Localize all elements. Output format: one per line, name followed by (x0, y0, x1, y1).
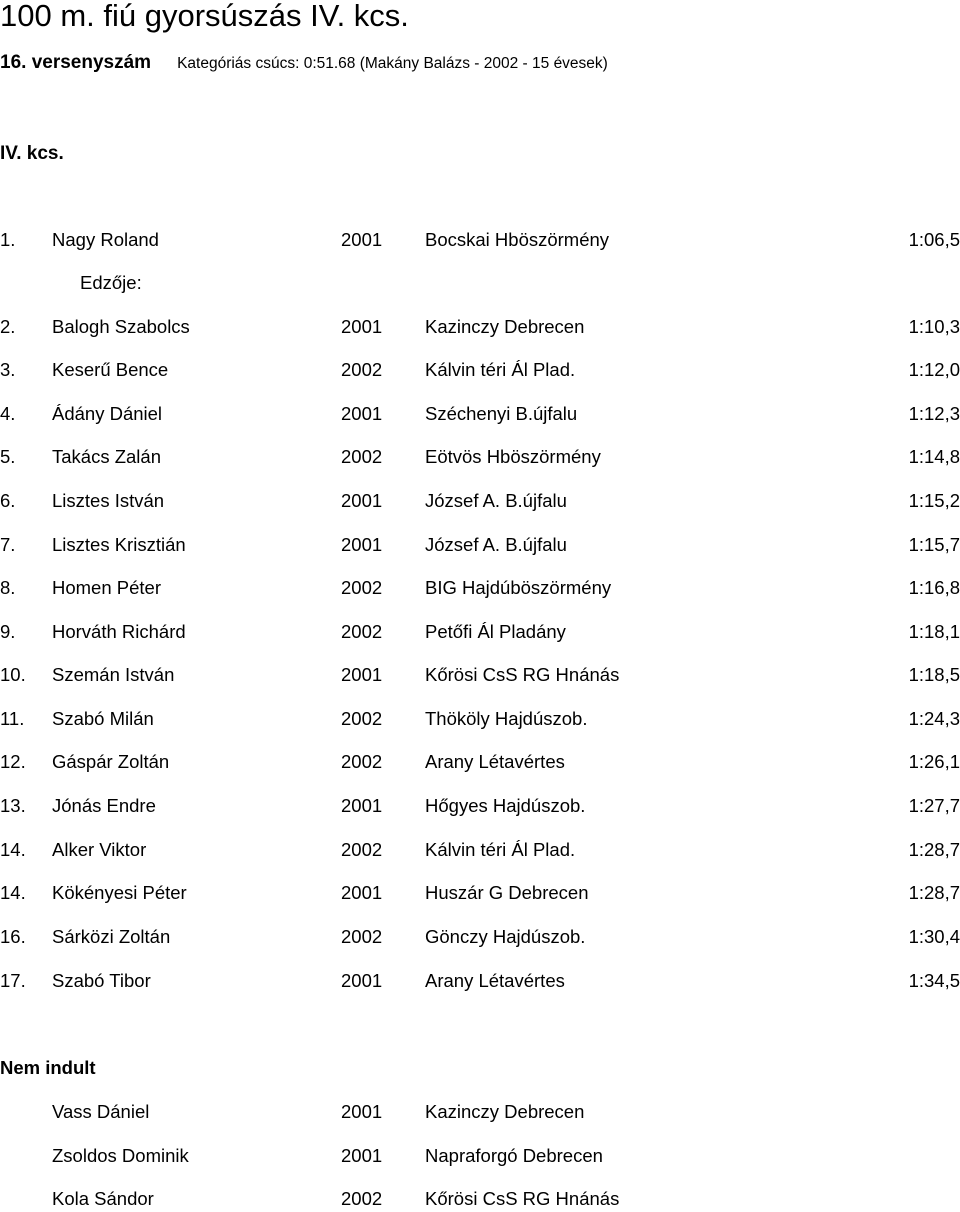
result-club: Gönczy Hajdúszob. (425, 926, 586, 947)
not-started-name: Kola Sándor (52, 1188, 154, 1209)
result-name: Szemán István (52, 664, 175, 685)
result-time: 1:06,5 (908, 229, 960, 250)
result-row (0, 926, 960, 950)
category-record: Kategóriás csúcs: 0:51.68 (Makány Balázs - 2002 - 15 évesek) (177, 55, 608, 72)
not-started-heading: Nem indult (0, 1057, 96, 1078)
result-club: Hőgyes Hajdúszob. (425, 795, 586, 816)
result-name: Szabó Milán (52, 708, 154, 729)
result-rank: 5. (0, 446, 16, 467)
result-year: 2001 (341, 229, 383, 250)
result-time: 1:27,7 (908, 795, 960, 816)
result-rank: 16. (0, 926, 26, 947)
result-club: Bocskai Hböszörmény (425, 229, 610, 250)
result-rank: 4. (0, 403, 16, 424)
result-club: Kálvin téri Ál Plad. (425, 839, 576, 860)
result-club: Kőrösi CsS RG Hnánás (425, 664, 620, 685)
result-club: BIG Hajdúböszörmény (425, 577, 612, 598)
result-year: 2002 (341, 751, 383, 772)
result-rank: 2. (0, 316, 16, 337)
result-row (0, 708, 960, 732)
result-year: 2002 (341, 577, 383, 598)
result-name: Takács Zalán (52, 446, 161, 467)
result-time: 1:26,1 (908, 751, 960, 772)
result-year: 2001 (341, 664, 383, 685)
result-rank: 14. (0, 882, 26, 903)
result-club: Arany Létavértes (425, 751, 565, 772)
result-time: 1:30,4 (908, 926, 960, 947)
result-rank: 17. (0, 970, 26, 991)
result-rank: 12. (0, 751, 26, 772)
result-time: 1:15,7 (908, 534, 960, 555)
not-started-name: Vass Dániel (52, 1101, 150, 1122)
result-year: 2001 (341, 882, 383, 903)
result-club: Kazinczy Debrecen (425, 316, 585, 337)
not-started-year: 2001 (341, 1101, 383, 1122)
result-name: Homen Péter (52, 577, 161, 598)
result-rank: 10. (0, 664, 26, 685)
result-time: 1:10,3 (908, 316, 960, 337)
result-name: Sárközi Zoltán (52, 926, 171, 947)
page-title: 100 m. fiú gyorsúszás IV. kcs. (0, 0, 409, 33)
result-row (0, 403, 960, 427)
not-started-name: Zsoldos Dominik (52, 1145, 189, 1166)
result-time: 1:15,2 (908, 490, 960, 511)
result-rank: 14. (0, 839, 26, 860)
not-started-row (0, 1101, 960, 1125)
result-rank: 9. (0, 621, 16, 642)
result-row (0, 882, 960, 906)
result-time: 1:28,7 (908, 839, 960, 860)
result-name: Alker Viktor (52, 839, 147, 860)
result-time: 1:28,7 (908, 882, 960, 903)
result-row (0, 490, 960, 514)
result-year: 2002 (341, 708, 383, 729)
result-name: Lisztes István (52, 490, 165, 511)
result-club: József A. B.újfalu (425, 534, 567, 555)
event-number: 16. versenyszám (0, 52, 152, 73)
result-club: Széchenyi B.újfalu (425, 403, 578, 424)
result-year: 2002 (341, 926, 383, 947)
result-name: Jónás Endre (52, 795, 156, 816)
result-row (0, 795, 960, 819)
result-club: Thököly Hajdúszob. (425, 708, 588, 729)
result-year: 2001 (341, 403, 383, 424)
result-name: Ádány Dániel (52, 403, 163, 424)
result-rank: 8. (0, 577, 16, 598)
result-name: Horváth Richárd (52, 621, 186, 642)
result-time: 1:12,0 (908, 359, 960, 380)
result-club: Eötvös Hböszörmény (425, 446, 601, 467)
result-club: Kálvin téri Ál Plad. (425, 359, 576, 380)
result-rank: 1. (0, 229, 16, 250)
result-time: 1:34,5 (908, 970, 960, 991)
result-club: József A. B.újfalu (425, 490, 567, 511)
not-started-row (0, 1188, 960, 1212)
result-name: Keserű Bence (52, 359, 169, 380)
result-year: 2002 (341, 839, 383, 860)
result-name: Kökényesi Péter (52, 882, 187, 903)
result-row (0, 970, 960, 994)
result-year: 2002 (341, 359, 383, 380)
category-label: IV. kcs. (0, 143, 64, 164)
result-time: 1:12,3 (908, 403, 960, 424)
not-started-row (0, 1145, 960, 1169)
result-rank: 3. (0, 359, 16, 380)
coach-label: Edzője: (80, 272, 142, 293)
result-year: 2001 (341, 534, 383, 555)
result-time: 1:24,3 (908, 708, 960, 729)
not-started-club: Napraforgó Debrecen (425, 1145, 603, 1166)
not-started-year: 2002 (341, 1188, 383, 1209)
event-header (0, 52, 608, 74)
result-club: Petőfi Ál Pladány (425, 621, 566, 642)
result-time: 1:18,5 (908, 664, 960, 685)
result-year: 2001 (341, 795, 383, 816)
result-year: 2002 (341, 446, 383, 467)
result-row (0, 229, 960, 253)
result-row (0, 839, 960, 863)
result-rank: 6. (0, 490, 16, 511)
result-name: Szabó Tibor (52, 970, 151, 991)
result-name: Balogh Szabolcs (52, 316, 190, 337)
result-year: 2001 (341, 970, 383, 991)
result-row (0, 577, 960, 601)
result-row (0, 621, 960, 645)
result-year: 2001 (341, 316, 383, 337)
result-rank: 11. (0, 708, 25, 729)
result-rank: 13. (0, 795, 26, 816)
not-started-club: Kőrösi CsS RG Hnánás (425, 1188, 620, 1209)
result-name: Nagy Roland (52, 229, 159, 250)
result-time: 1:16,8 (908, 577, 960, 598)
result-row (0, 751, 960, 775)
not-started-club: Kazinczy Debrecen (425, 1101, 585, 1122)
result-year: 2002 (341, 621, 383, 642)
result-year: 2001 (341, 490, 383, 511)
result-club: Arany Létavértes (425, 970, 565, 991)
result-time: 1:18,1 (908, 621, 960, 642)
result-row (0, 534, 960, 558)
result-name: Gáspár Zoltán (52, 751, 170, 772)
result-time: 1:14,8 (908, 446, 960, 467)
result-row (0, 664, 960, 688)
not-started-year: 2001 (341, 1145, 383, 1166)
result-row (0, 316, 960, 340)
result-name: Lisztes Krisztián (52, 534, 186, 555)
result-rank: 7. (0, 534, 16, 555)
result-row (0, 446, 960, 470)
result-row (0, 359, 960, 383)
result-club: Huszár G Debrecen (425, 882, 589, 903)
